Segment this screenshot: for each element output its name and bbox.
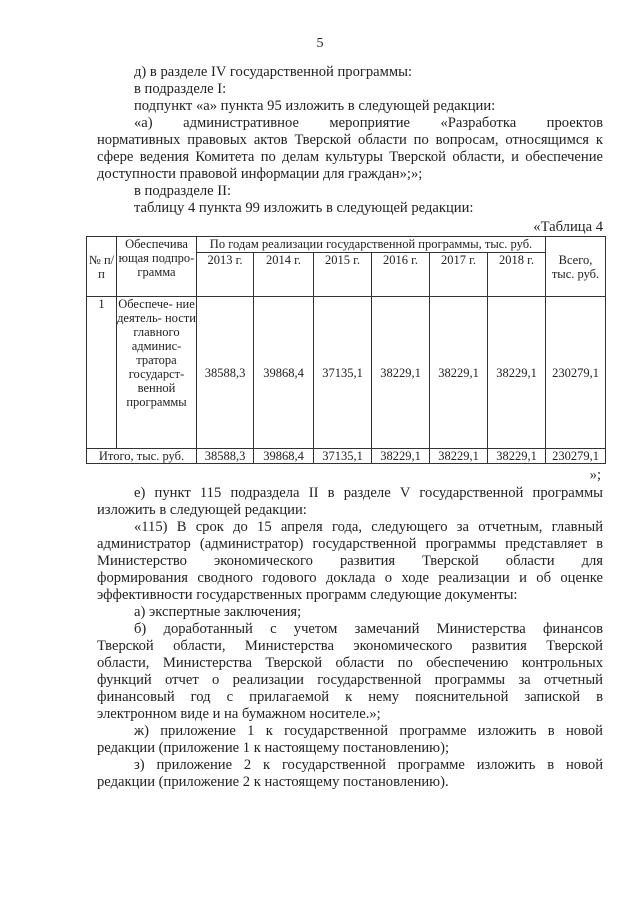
itogo-2017: 38229,1 xyxy=(430,449,488,464)
para-zh-line-2: редакции (приложение 1 к настоящему постановлению); xyxy=(97,740,450,756)
header-number: № п/ п xyxy=(87,237,117,297)
row-number: 1 xyxy=(87,297,117,449)
para-e-line-2: изложить в следующей редакции: xyxy=(97,502,307,518)
quote-a-line-1: «а) административное мероприятие «Разработка проектов xyxy=(134,115,603,131)
p115-line-3: Министерство экономического развития Тверской области для xyxy=(97,553,603,569)
item-b-line-4: функций отчет о реализации государственной программы за отчетный xyxy=(97,672,603,688)
row-value-2014: 39868,4 xyxy=(254,297,314,449)
itogo-label: Итого, тыс. руб. xyxy=(87,449,197,464)
table4-intro-line: таблицу 4 пункта 99 изложить в следующей редакции: xyxy=(134,200,474,216)
itogo-2018: 38229,1 xyxy=(488,449,546,464)
page-number: 5 xyxy=(316,36,324,51)
quote-a-line-3: сфере ведения Комитета по делам культуры Тверской области, и обеспечение xyxy=(97,149,603,165)
item-b-line-1: б) доработанный с учетом замечаний Министерства финансов xyxy=(134,621,603,637)
itogo-total: 230279,1 xyxy=(546,449,606,464)
para-d: д) в разделе IV государственной программы: xyxy=(134,64,412,80)
subpoint-a-line: подпункт «а» пункта 95 изложить в следующей редакции: xyxy=(134,98,496,114)
para-z-line-2: редакции (приложение 2 к настоящему постановлению). xyxy=(97,774,449,790)
table-4 xyxy=(86,236,606,464)
subsection-1-line: в подразделе I: xyxy=(134,81,227,97)
table-row xyxy=(87,297,606,449)
item-b-line-3: области, Министерства Тверской области по обеспечению контрольных xyxy=(97,655,603,671)
itogo-2016: 38229,1 xyxy=(372,449,430,464)
p115-line-5: эффективности государственных программ следующие документы: xyxy=(97,587,518,603)
para-z-line-1: з) приложение 2 к государственной программе изложить в новой xyxy=(134,757,603,773)
item-b-line-6: электронном виде и на бумажном носителе.»; xyxy=(97,706,381,722)
quote-a-line-4: доступности правовой информации для граждан»;»; xyxy=(97,166,423,182)
para-e-line-1: е) пункт 115 подраздела II в разделе V государственной программы xyxy=(134,485,603,501)
row-value-2013: 38588,3 xyxy=(197,297,254,449)
header-year-2016: 2016 г. xyxy=(372,253,430,297)
p115-line-2: администратор (администратор) государственной программы представляет в xyxy=(97,536,603,552)
itogo-2013: 38588,3 xyxy=(197,449,254,464)
row-value-2018: 38229,1 xyxy=(488,297,546,449)
p115-line-1: «115) В срок до 15 апреля года, следующего за отчетным, главный xyxy=(134,519,603,535)
header-year-2015: 2015 г. xyxy=(314,253,372,297)
item-b-line-5: финансовый год с прилагаемой к нему пояснительной запиской в xyxy=(97,689,603,705)
table-end-quote: »; xyxy=(589,467,601,483)
p115-line-4: формирования сводного годового доклада о ходе реализации и об оценке xyxy=(97,570,603,586)
itogo-2015: 37135,1 xyxy=(314,449,372,464)
para-zh-line-1: ж) приложение 1 к государственной программе изложить в новой xyxy=(134,723,603,739)
header-year-2013: 2013 г. xyxy=(197,253,254,297)
row-subprogram-name: Обеспече- ние деятель- ности главного админис- тратора государст- венной программы xyxy=(117,297,197,449)
table-row-total xyxy=(87,449,606,464)
header-year-2017: 2017 г. xyxy=(430,253,488,297)
row-total: 230279,1 xyxy=(546,297,606,449)
row-value-2017: 38229,1 xyxy=(430,297,488,449)
quote-a-line-2: нормативных правовых актов Тверской области по вопросам, относящимся к xyxy=(97,132,603,148)
item-a-line: а) экспертные заключения; xyxy=(134,604,302,620)
subsection-2-line: в подразделе II: xyxy=(134,183,232,199)
header-subprogram: Обеспечива ющая подпро- грамма xyxy=(117,237,197,297)
header-year-2018: 2018 г. xyxy=(488,253,546,297)
header-total: Всего, тыс. руб. xyxy=(546,237,606,297)
header-year-2014: 2014 г. xyxy=(254,253,314,297)
row-value-2015: 37135,1 xyxy=(314,297,372,449)
itogo-2014: 39868,4 xyxy=(254,449,314,464)
item-b-line-2: Тверской области, Министерства экономического развития Тверской xyxy=(97,638,603,654)
table-caption: «Таблица 4 xyxy=(533,219,603,235)
header-years: По годам реализации государственной программы, тыс. руб. xyxy=(197,237,546,253)
row-value-2016: 38229,1 xyxy=(372,297,430,449)
